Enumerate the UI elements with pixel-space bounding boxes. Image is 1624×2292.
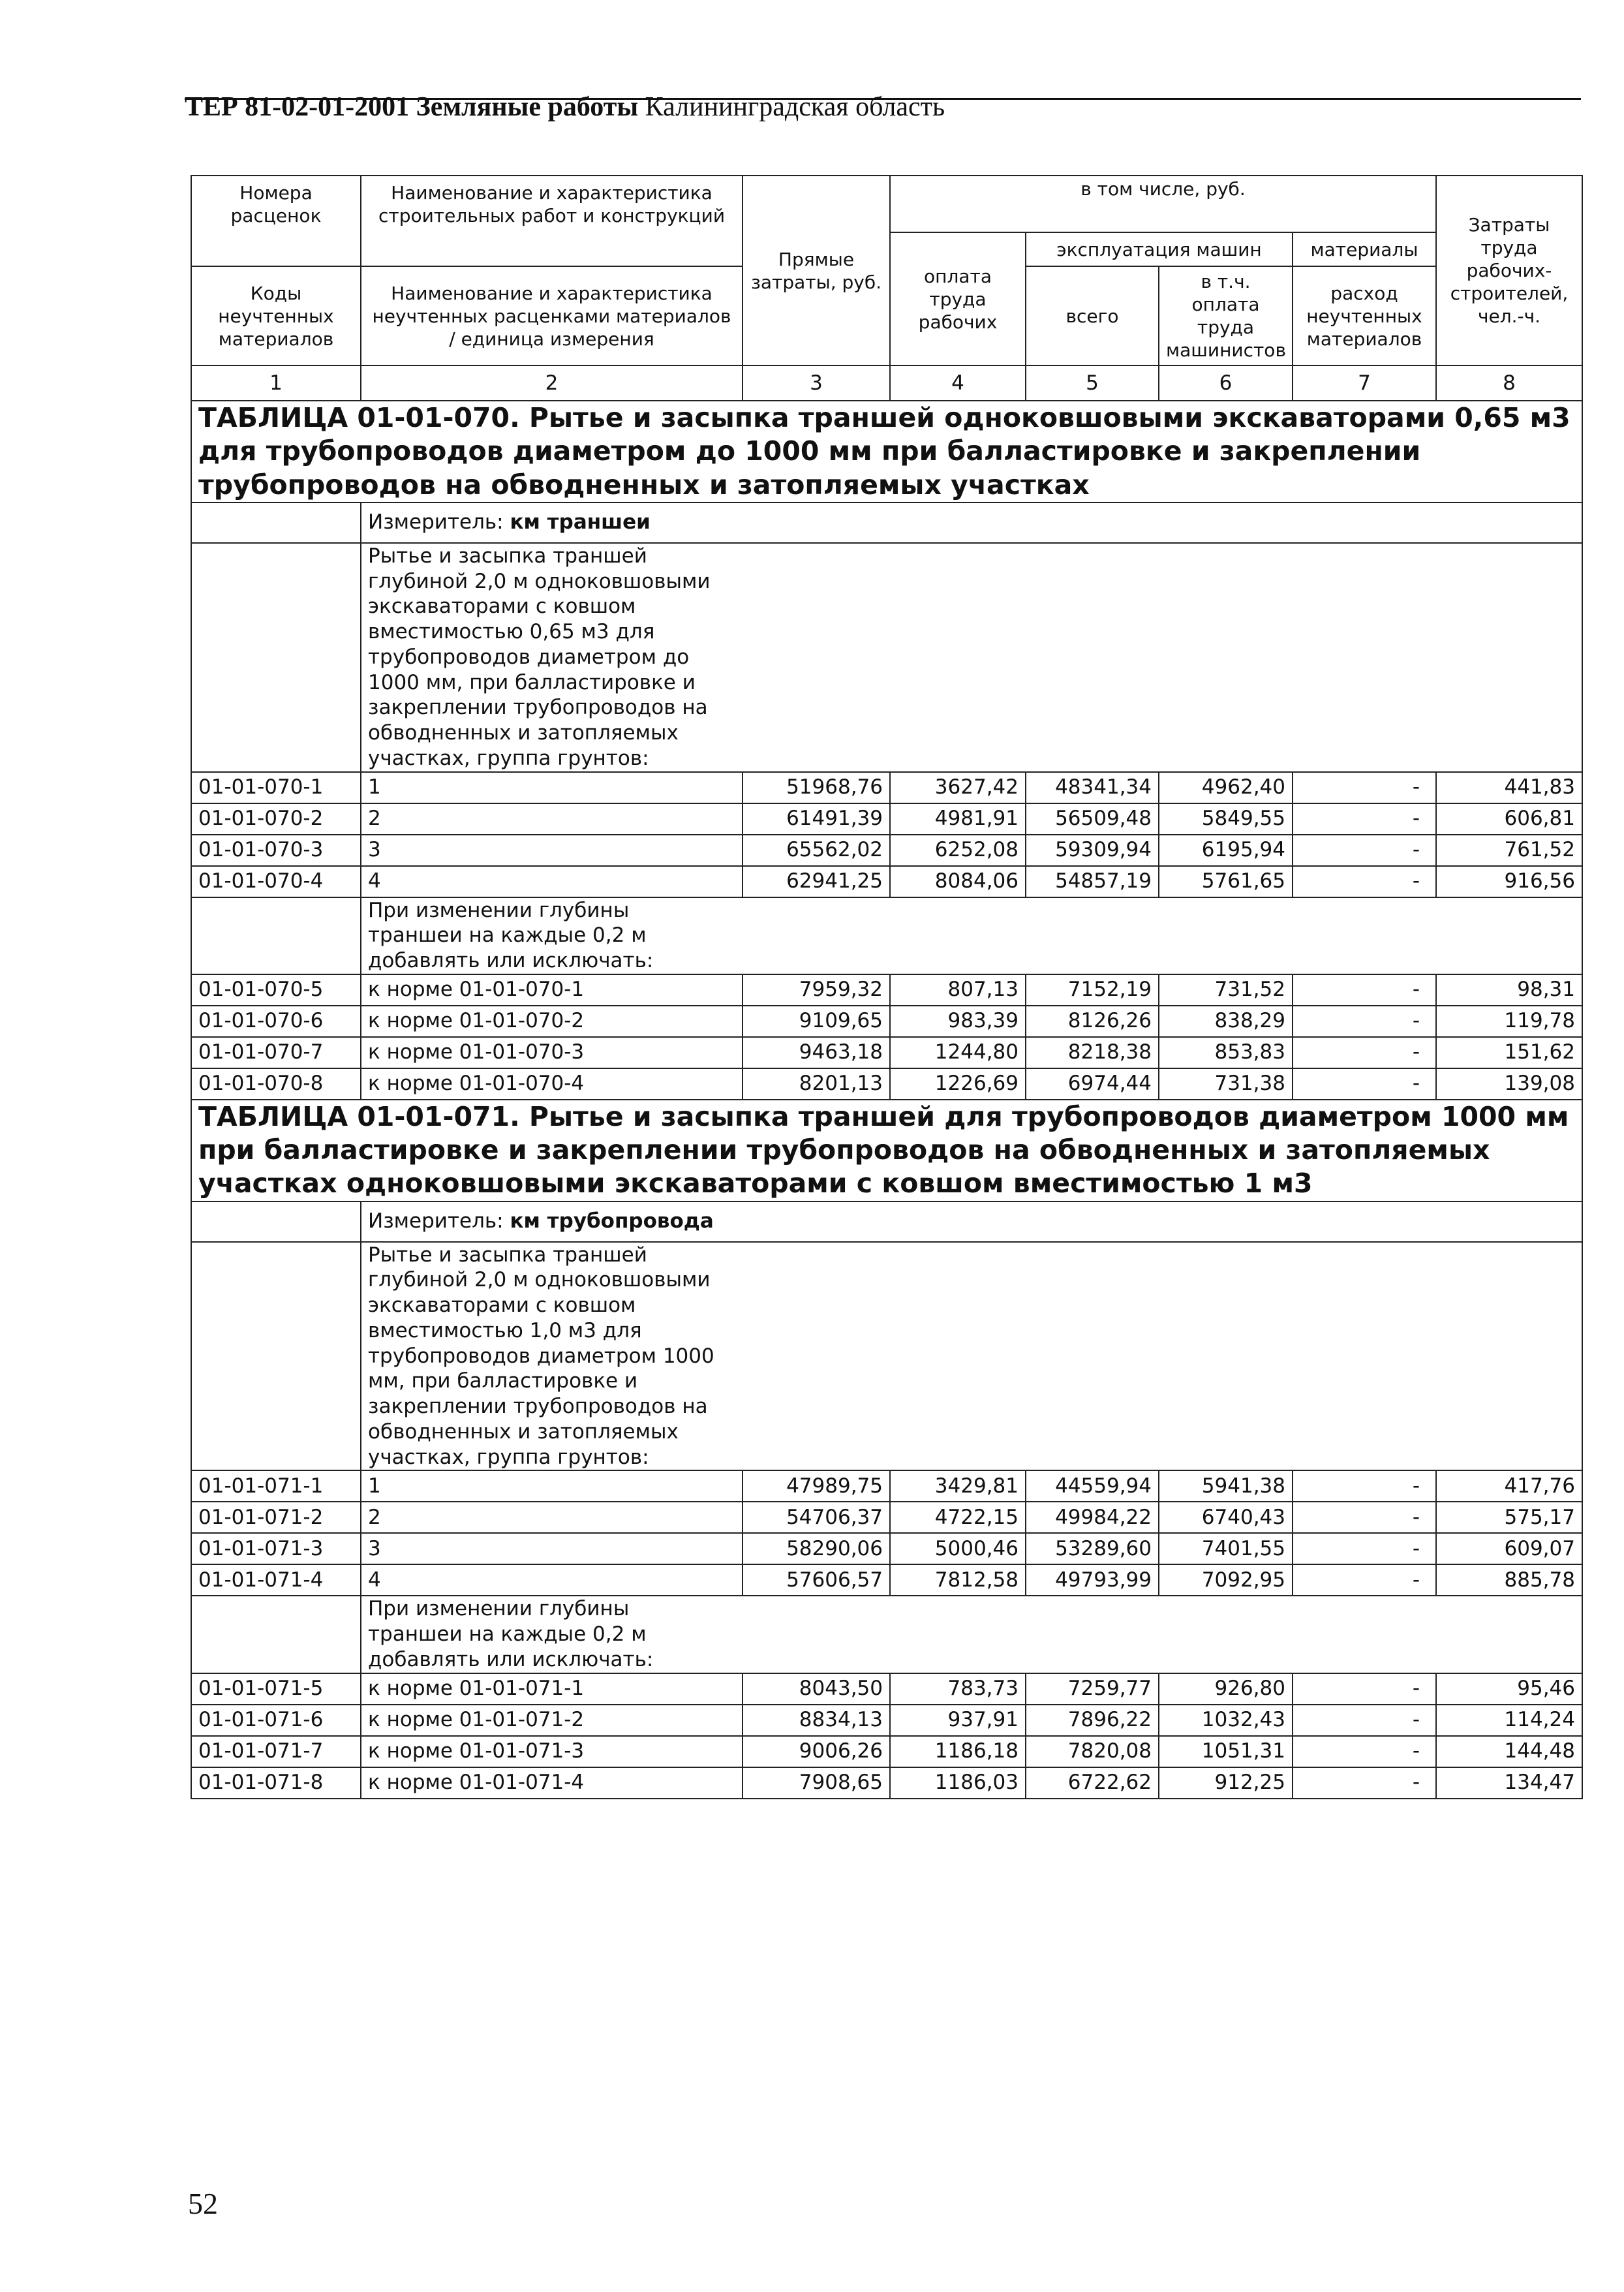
column-numbers-row xyxy=(191,365,1582,401)
column-number: 4 xyxy=(890,365,1026,401)
running-head-region: Калининградская область xyxy=(638,92,945,122)
direct-costs-value: 62941,25 xyxy=(743,866,890,897)
header-worker-pay: оплата труда рабочих xyxy=(890,232,1026,365)
operators-pay-value: 6740,43 xyxy=(1159,1502,1293,1533)
worker-pay-value: 7812,58 xyxy=(890,1564,1026,1596)
materials-value: - xyxy=(1293,974,1436,1006)
rate-code: 01-01-071-8 xyxy=(191,1767,361,1799)
direct-costs-value: 9109,65 xyxy=(743,1006,890,1037)
rate-code: 01-01-071-4 xyxy=(191,1564,361,1596)
worker-pay-value: 1186,18 xyxy=(890,1736,1026,1767)
machines-total-value: 8126,26 xyxy=(1026,1006,1159,1037)
column-number: 5 xyxy=(1026,365,1159,401)
description-row-text: Рытье и засыпка траншей глубиной 2,0 м одноковшовыми экскаваторами с ковшом вместимостью 1,0 м3 для трубопроводов диаметром 1000 мм, при балластировке и закреплении трубопроводов на обводненных и затопляемых участках, группа грунтов: xyxy=(361,1242,1582,1471)
rate-name: к норме 01-01-070-2 xyxy=(361,1006,743,1037)
table-row xyxy=(191,1470,1582,1502)
rate-name: к норме 01-01-071-4 xyxy=(361,1767,743,1799)
rate-name: к норме 01-01-071-3 xyxy=(361,1736,743,1767)
table-title-row xyxy=(191,1100,1582,1201)
header-materials: материалы xyxy=(1293,232,1436,266)
operators-pay-value: 5941,38 xyxy=(1159,1470,1293,1502)
direct-costs-value: 58290,06 xyxy=(743,1533,890,1564)
table-row xyxy=(191,1006,1582,1037)
table-row xyxy=(191,1502,1582,1533)
blank-cell xyxy=(191,543,361,772)
header-row-1 xyxy=(191,176,1582,232)
measure-row-text xyxy=(361,503,1582,543)
machines-total-value: 44559,94 xyxy=(1026,1470,1159,1502)
description-row xyxy=(191,1242,1582,1471)
machines-total-value: 49984,22 xyxy=(1026,1502,1159,1533)
operators-pay-value: 731,52 xyxy=(1159,974,1293,1006)
operators-pay-value: 838,29 xyxy=(1159,1006,1293,1037)
machines-total-value: 7820,08 xyxy=(1026,1736,1159,1767)
worker-pay-value: 807,13 xyxy=(890,974,1026,1006)
worker-pay-value: 4981,91 xyxy=(890,803,1026,835)
direct-costs-value: 65562,02 xyxy=(743,835,890,866)
worker-pay-value: 3627,42 xyxy=(890,772,1026,803)
operators-pay-value: 912,25 xyxy=(1159,1767,1293,1799)
labor-hours-value: 606,81 xyxy=(1436,803,1582,835)
rate-name: к норме 01-01-070-1 xyxy=(361,974,743,1006)
header-rate-numbers: Номера расценок xyxy=(191,176,361,232)
rate-code: 01-01-070-8 xyxy=(191,1068,361,1100)
blank-cell xyxy=(191,1596,361,1673)
labor-hours-value: 114,24 xyxy=(1436,1705,1582,1736)
materials-value: - xyxy=(1293,1006,1436,1037)
operators-pay-value: 1051,31 xyxy=(1159,1736,1293,1767)
labor-hours-value: 575,17 xyxy=(1436,1502,1582,1533)
rate-name: 1 xyxy=(361,1470,743,1502)
measure-row-text xyxy=(361,1201,1582,1242)
machines-total-value: 8218,38 xyxy=(1026,1037,1159,1068)
machines-total-value: 7896,22 xyxy=(1026,1705,1159,1736)
blank-cell xyxy=(191,897,361,974)
rate-code: 01-01-070-4 xyxy=(191,866,361,897)
materials-value: - xyxy=(1293,1533,1436,1564)
measure-label: Измеритель: xyxy=(368,1209,510,1233)
table-row xyxy=(191,1736,1582,1767)
rate-code: 01-01-071-3 xyxy=(191,1533,361,1564)
table-row xyxy=(191,1533,1582,1564)
header-material-codes: Коды неучтенных материалов xyxy=(191,266,361,365)
materials-value: - xyxy=(1293,835,1436,866)
column-number: 2 xyxy=(361,365,743,401)
operators-pay-value: 853,83 xyxy=(1159,1037,1293,1068)
table-row xyxy=(191,835,1582,866)
table-row xyxy=(191,1767,1582,1799)
measure-row xyxy=(191,1201,1582,1242)
labor-hours-value: 119,78 xyxy=(1436,1006,1582,1037)
description-row xyxy=(191,543,1582,772)
table-row xyxy=(191,772,1582,803)
rate-name: 4 xyxy=(361,866,743,897)
rate-code: 01-01-071-6 xyxy=(191,1705,361,1736)
materials-value: - xyxy=(1293,1502,1436,1533)
worker-pay-value: 937,91 xyxy=(890,1705,1026,1736)
measure-label: Измеритель: xyxy=(368,510,510,534)
machines-total-value: 7259,77 xyxy=(1026,1673,1159,1705)
header-work-name: Наименование и характеристика строительных работ и конструкций xyxy=(361,176,743,232)
table-row xyxy=(191,1564,1582,1596)
direct-costs-value: 57606,57 xyxy=(743,1564,890,1596)
rate-code: 01-01-070-6 xyxy=(191,1006,361,1037)
direct-costs-value: 61491,39 xyxy=(743,803,890,835)
table-row xyxy=(191,1705,1582,1736)
depth-note-row-text: При изменении глубины траншеи на каждые 0,2 м добавлять или исключать: xyxy=(361,897,1582,974)
direct-costs-value: 51968,76 xyxy=(743,772,890,803)
rate-name: 3 xyxy=(361,1533,743,1564)
header-operators-pay: в т.ч. оплата труда машинистов xyxy=(1159,266,1293,365)
worker-pay-value: 4722,15 xyxy=(890,1502,1026,1533)
worker-pay-value: 1226,69 xyxy=(890,1068,1026,1100)
column-number: 3 xyxy=(743,365,890,401)
worker-pay-value: 1244,80 xyxy=(890,1037,1026,1068)
table-row xyxy=(191,1068,1582,1100)
materials-value: - xyxy=(1293,772,1436,803)
materials-value: - xyxy=(1293,1736,1436,1767)
rate-code: 01-01-070-2 xyxy=(191,803,361,835)
rate-name: 3 xyxy=(361,835,743,866)
table-title: ТАБЛИЦА 01-01-070. Рытье и засыпка траншей одноковшовыми экскаваторами 0,65 м3 для трубопроводов диаметром до 1000 мм при балластировке и закреплении трубопроводов на обводненных и затопляемых участках xyxy=(191,401,1582,503)
header-material-names: Наименование и характеристика неучтенных расценками материалов / единица измерения xyxy=(361,266,743,365)
header-machines: эксплуатация машин xyxy=(1026,232,1293,266)
labor-hours-value: 151,62 xyxy=(1436,1037,1582,1068)
rate-name: к норме 01-01-071-2 xyxy=(361,1705,743,1736)
operators-pay-value: 6195,94 xyxy=(1159,835,1293,866)
operators-pay-value: 4962,40 xyxy=(1159,772,1293,803)
direct-costs-value: 7959,32 xyxy=(743,974,890,1006)
rate-code: 01-01-071-5 xyxy=(191,1673,361,1705)
operators-pay-value: 926,80 xyxy=(1159,1673,1293,1705)
materials-value: - xyxy=(1293,1037,1436,1068)
materials-value: - xyxy=(1293,1470,1436,1502)
header-including: в том числе, руб. xyxy=(890,176,1436,232)
blank-cell xyxy=(191,503,361,543)
direct-costs-value: 54706,37 xyxy=(743,1502,890,1533)
machines-total-value: 49793,99 xyxy=(1026,1564,1159,1596)
blank-cell xyxy=(191,1242,361,1471)
materials-value: - xyxy=(1293,866,1436,897)
measure-unit: км траншеи xyxy=(510,510,651,534)
rate-code: 01-01-070-7 xyxy=(191,1037,361,1068)
table-title-row xyxy=(191,401,1582,503)
column-number: 7 xyxy=(1293,365,1436,401)
operators-pay-value: 5761,65 xyxy=(1159,866,1293,897)
description-row-text: Рытье и засыпка траншей глубиной 2,0 м одноковшовыми экскаваторами с ковшом вместимостью 0,65 м3 для трубопроводов диаметром до 1000 мм, при балластировке и закреплении трубопроводов на обводненных и затопляемых участках, группа грунтов: xyxy=(361,543,1582,772)
labor-hours-value: 761,52 xyxy=(1436,835,1582,866)
labor-hours-value: 916,56 xyxy=(1436,866,1582,897)
running-head-code: ТЕР 81-02-01-2001 Земляные работы xyxy=(185,92,639,122)
machines-total-value: 6974,44 xyxy=(1026,1068,1159,1100)
header-labor-hours: Затраты труда рабочих- строителей, чел.-ч. xyxy=(1436,176,1582,365)
labor-hours-value: 139,08 xyxy=(1436,1068,1582,1100)
worker-pay-value: 1186,03 xyxy=(890,1767,1026,1799)
direct-costs-value: 8834,13 xyxy=(743,1705,890,1736)
table-row xyxy=(191,803,1582,835)
labor-hours-value: 95,46 xyxy=(1436,1673,1582,1705)
column-number: 1 xyxy=(191,365,361,401)
labor-hours-value: 144,48 xyxy=(1436,1736,1582,1767)
machines-total-value: 56509,48 xyxy=(1026,803,1159,835)
worker-pay-value: 3429,81 xyxy=(890,1470,1026,1502)
worker-pay-value: 5000,46 xyxy=(890,1533,1026,1564)
rate-name: к норме 01-01-070-4 xyxy=(361,1068,743,1100)
table-title: ТАБЛИЦА 01-01-071. Рытье и засыпка траншей для трубопроводов диаметром 1000 мм при балластировке и закреплении трубопроводов на обводненных и затопляемых участках одноковшовыми экскаваторами с ковшом вместимостью 1 м3 xyxy=(191,1100,1582,1201)
column-number: 8 xyxy=(1436,365,1582,401)
materials-value: - xyxy=(1293,803,1436,835)
operators-pay-value: 5849,55 xyxy=(1159,803,1293,835)
estimate-table xyxy=(191,175,1583,1799)
table-row xyxy=(191,1037,1582,1068)
header-direct-costs: Прямые затраты, руб. xyxy=(743,176,890,365)
column-number: 6 xyxy=(1159,365,1293,401)
direct-costs-value: 8201,13 xyxy=(743,1068,890,1100)
running-head xyxy=(185,91,945,123)
operators-pay-value: 7401,55 xyxy=(1159,1533,1293,1564)
rate-code: 01-01-070-5 xyxy=(191,974,361,1006)
materials-value: - xyxy=(1293,1673,1436,1705)
labor-hours-value: 885,78 xyxy=(1436,1564,1582,1596)
worker-pay-value: 6252,08 xyxy=(890,835,1026,866)
table-row xyxy=(191,974,1582,1006)
materials-value: - xyxy=(1293,1068,1436,1100)
header-divider-mid xyxy=(361,232,743,266)
machines-total-value: 59309,94 xyxy=(1026,835,1159,866)
rate-name: к норме 01-01-070-3 xyxy=(361,1037,743,1068)
machines-total-value: 48341,34 xyxy=(1026,772,1159,803)
operators-pay-value: 731,38 xyxy=(1159,1068,1293,1100)
header-divider-left xyxy=(191,232,361,266)
measure-row xyxy=(191,503,1582,543)
depth-note-row xyxy=(191,897,1582,974)
materials-value: - xyxy=(1293,1705,1436,1736)
rate-name: 1 xyxy=(361,772,743,803)
header-machines-total: всего xyxy=(1026,266,1159,365)
rate-code: 01-01-071-7 xyxy=(191,1736,361,1767)
worker-pay-value: 983,39 xyxy=(890,1006,1026,1037)
machines-total-value: 6722,62 xyxy=(1026,1767,1159,1799)
labor-hours-value: 134,47 xyxy=(1436,1767,1582,1799)
operators-pay-value: 7092,95 xyxy=(1159,1564,1293,1596)
page-number: 52 xyxy=(188,2187,218,2220)
machines-total-value: 53289,60 xyxy=(1026,1533,1159,1564)
depth-note-row xyxy=(191,1596,1582,1673)
header-material-usage: расход неучтенных материалов xyxy=(1293,266,1436,365)
rate-code: 01-01-070-1 xyxy=(191,772,361,803)
materials-value: - xyxy=(1293,1564,1436,1596)
rate-name: 4 xyxy=(361,1564,743,1596)
operators-pay-value: 1032,43 xyxy=(1159,1705,1293,1736)
direct-costs-value: 8043,50 xyxy=(743,1673,890,1705)
direct-costs-value: 47989,75 xyxy=(743,1470,890,1502)
rate-name: 2 xyxy=(361,803,743,835)
running-head-rule xyxy=(185,98,1581,100)
direct-costs-value: 7908,65 xyxy=(743,1767,890,1799)
rate-code: 01-01-071-1 xyxy=(191,1470,361,1502)
machines-total-value: 54857,19 xyxy=(1026,866,1159,897)
rate-code: 01-01-071-2 xyxy=(191,1502,361,1533)
depth-note-row-text: При изменении глубины траншеи на каждые 0,2 м добавлять или исключать: xyxy=(361,1596,1582,1673)
blank-cell xyxy=(191,1201,361,1242)
worker-pay-value: 783,73 xyxy=(890,1673,1026,1705)
direct-costs-value: 9463,18 xyxy=(743,1037,890,1068)
table-row xyxy=(191,866,1582,897)
direct-costs-value: 9006,26 xyxy=(743,1736,890,1767)
labor-hours-value: 98,31 xyxy=(1436,974,1582,1006)
rate-code: 01-01-070-3 xyxy=(191,835,361,866)
labor-hours-value: 417,76 xyxy=(1436,1470,1582,1502)
rate-name: 2 xyxy=(361,1502,743,1533)
table-row xyxy=(191,1673,1582,1705)
labor-hours-value: 441,83 xyxy=(1436,772,1582,803)
measure-unit: км трубопровода xyxy=(510,1209,714,1233)
rate-name: к норме 01-01-071-1 xyxy=(361,1673,743,1705)
materials-value: - xyxy=(1293,1767,1436,1799)
machines-total-value: 7152,19 xyxy=(1026,974,1159,1006)
labor-hours-value: 609,07 xyxy=(1436,1533,1582,1564)
worker-pay-value: 8084,06 xyxy=(890,866,1026,897)
